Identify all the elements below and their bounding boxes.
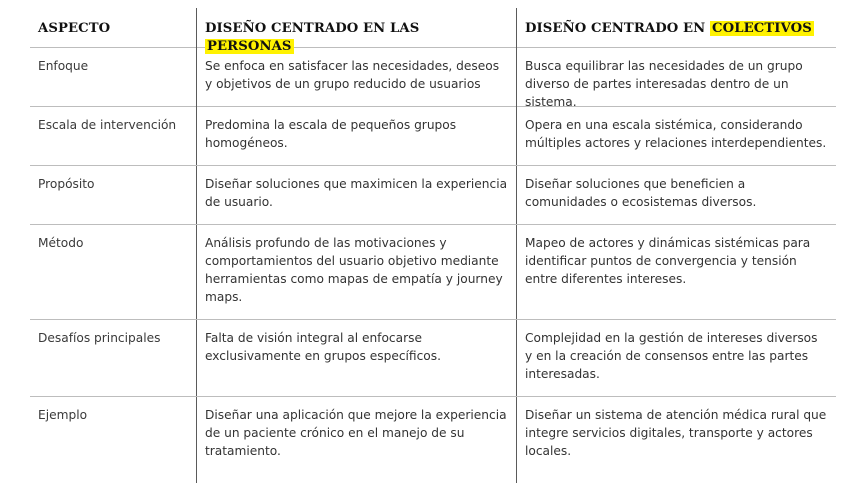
cell-personas: Diseñar soluciones que maximicen la experiencia de usuario. — [196, 166, 516, 224]
cell-aspecto: Método — [38, 236, 84, 250]
cell-aspecto: Enfoque — [38, 59, 89, 73]
table-header-row — [30, 8, 836, 54]
cell-personas: Predomina la escala de pequeños grupos homogéneos. — [196, 107, 516, 165]
table-row — [30, 107, 836, 166]
cell-aspecto: Desafíos principales — [38, 331, 161, 345]
table-row — [30, 397, 836, 483]
table-row — [30, 320, 836, 397]
cell-aspecto: Ejemplo — [38, 408, 88, 422]
cell-personas: Diseñar una aplicación que mejore la experiencia de un paciente crónico en el manejo de su tratamiento. — [196, 397, 516, 483]
cell-colectivos: Mapeo de actores y dinámicas sistémicas para identificar puntos de convergencia y tensión entre diferentes intereses. — [516, 225, 836, 319]
cell-aspecto: Propósito — [38, 177, 95, 191]
cell-colectivos: Complejidad en la gestión de intereses diversos y en la creación de consensos entre las partes interesadas. — [516, 320, 836, 396]
comparison-table — [30, 8, 836, 483]
cell-personas: Falta de visión integral al enfocarse exclusivamente en grupos específicos. — [196, 320, 516, 396]
table-row — [30, 48, 836, 107]
cell-colectivos: Opera en una escala sistémica, considerando múltiples actores y relaciones interdependientes. — [516, 107, 836, 165]
cell-colectivos: Diseñar soluciones que beneficien a comunidades o ecosistemas diversos. — [516, 166, 836, 224]
header-colectivos-highlight: COLECTIVOS — [712, 21, 812, 36]
header-colectivos-prefix: DISEÑO CENTRADO EN — [525, 21, 711, 36]
header-personas-prefix: DISEÑO CENTRADO EN LAS — [205, 21, 420, 36]
cell-colectivos: Diseñar un sistema de atención médica rural que integre servicios digitales, transporte y actores locales. — [516, 397, 836, 483]
header-aspecto: ASPECTO — [38, 21, 111, 36]
table-row — [30, 166, 836, 225]
cell-colectivos: Busca equilibrar las necesidades de un grupo diverso de partes interesadas dentro de un sistema. — [516, 48, 836, 111]
cell-aspecto: Escala de intervención — [38, 118, 177, 132]
cell-personas: Análisis profundo de las motivaciones y comportamientos del usuario objetivo mediante herramientas como mapas de empatía y journey maps. — [196, 225, 516, 319]
table-row — [30, 225, 836, 320]
cell-personas: Se enfoca en satisfacer las necesidades, deseos y objetivos de un grupo reducido de usuarios — [196, 48, 516, 111]
header-personas-highlight: PERSONAS — [207, 39, 292, 54]
